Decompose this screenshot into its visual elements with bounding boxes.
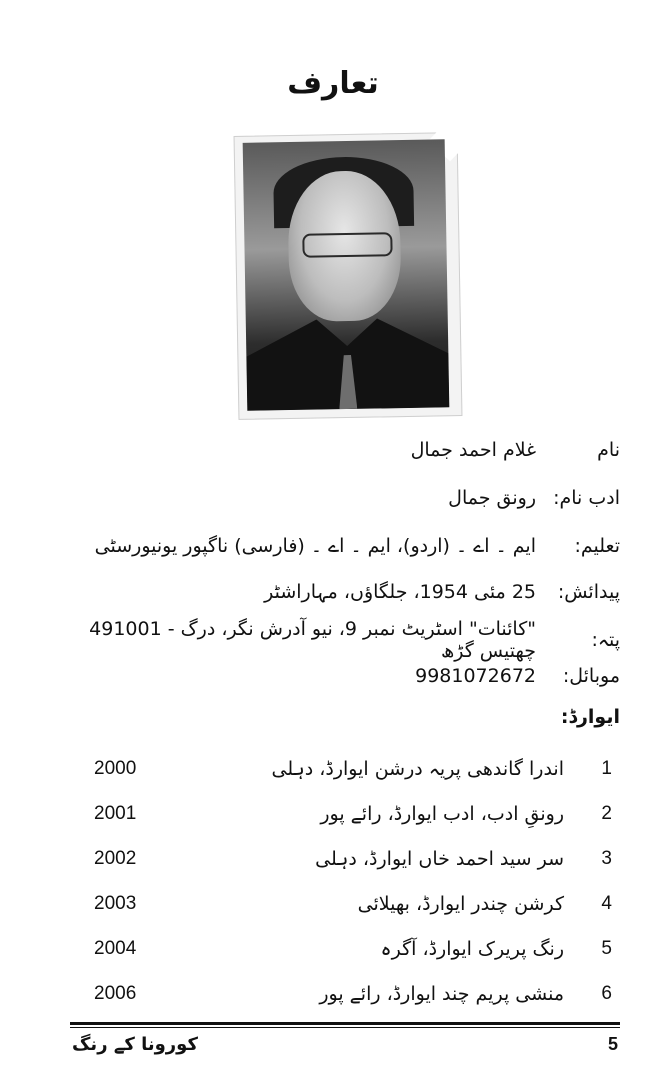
award-year: 2001 — [94, 803, 137, 824]
award-year: 2002 — [94, 848, 137, 869]
profile-value: غلام احمد جمال — [410, 439, 536, 461]
award-text: اندرا گاندھی پریہ درشن ایوارڈ، دہلی — [271, 758, 564, 780]
award-row — [94, 887, 612, 921]
profile-label: تعلیم: — [574, 535, 620, 557]
profile-row-name — [60, 434, 620, 466]
profile-value: 9981072672 — [415, 665, 536, 687]
award-text: کرشن چندر ایوارڈ، بھیلائی — [357, 893, 564, 915]
profile-label: پتہ: — [591, 629, 620, 651]
author-photo — [243, 139, 450, 410]
footer-rule-thin — [70, 1027, 620, 1028]
page-number: 5 — [607, 1034, 618, 1054]
profile-row-birth — [60, 576, 620, 608]
award-year: 2004 — [94, 938, 137, 959]
author-photo-frame — [234, 132, 463, 420]
award-row — [94, 797, 612, 831]
award-year: 2000 — [94, 758, 137, 779]
footer-rule — [70, 1022, 620, 1025]
award-year: 2003 — [94, 893, 137, 914]
profile-label: ادب نام: — [553, 487, 620, 509]
award-number: 2 — [601, 803, 612, 824]
profile-row-mobile — [60, 660, 620, 692]
award-number: 3 — [601, 848, 612, 869]
profile-label: پیدائش: — [557, 581, 620, 603]
book-title: کورونا کے رنگ — [72, 1034, 198, 1055]
profile-row-education — [60, 530, 620, 562]
profile-label: موبائل: — [562, 665, 620, 687]
profile-row-address — [60, 618, 620, 662]
award-year: 2006 — [94, 983, 137, 1004]
award-number: 4 — [601, 893, 612, 914]
award-row — [94, 752, 612, 786]
award-number: 6 — [601, 983, 612, 1004]
award-row — [94, 977, 612, 1011]
profile-value: "کائنات" اسٹریٹ نمبر 9، نیو آدرش نگر، درگ - 491001 چھتیس گڑھ — [89, 618, 536, 662]
award-row — [94, 842, 612, 876]
profile-row-pen-name — [60, 482, 620, 514]
award-text: رنگ پریرک ایوارڈ، آگرہ — [380, 938, 564, 960]
award-number: 5 — [601, 938, 612, 959]
page-title: تعارف — [287, 66, 379, 101]
award-text: رونقِ ادب، ادب ایوارڈ، رائے پور — [320, 803, 564, 825]
award-text: سر سید احمد خاں ایوارڈ، دہلی — [315, 848, 564, 870]
profile-value: ایم ۔ اے ۔ (اردو)، ایم ۔ اے ۔ (فارسی) ناگپور یونیورسٹی — [94, 535, 536, 557]
award-row — [94, 932, 612, 966]
profile-label: نام — [597, 439, 620, 461]
award-text: منشی پریم چند ایوارڈ، رائے پور — [319, 983, 564, 1005]
awards-heading: ایوارڈ: — [560, 706, 620, 728]
award-number: 1 — [601, 758, 612, 779]
profile-value: رونق جمال — [448, 487, 536, 509]
profile-value: 25 مئی 1954، جلگاؤں، مہاراشٹر — [264, 581, 536, 603]
